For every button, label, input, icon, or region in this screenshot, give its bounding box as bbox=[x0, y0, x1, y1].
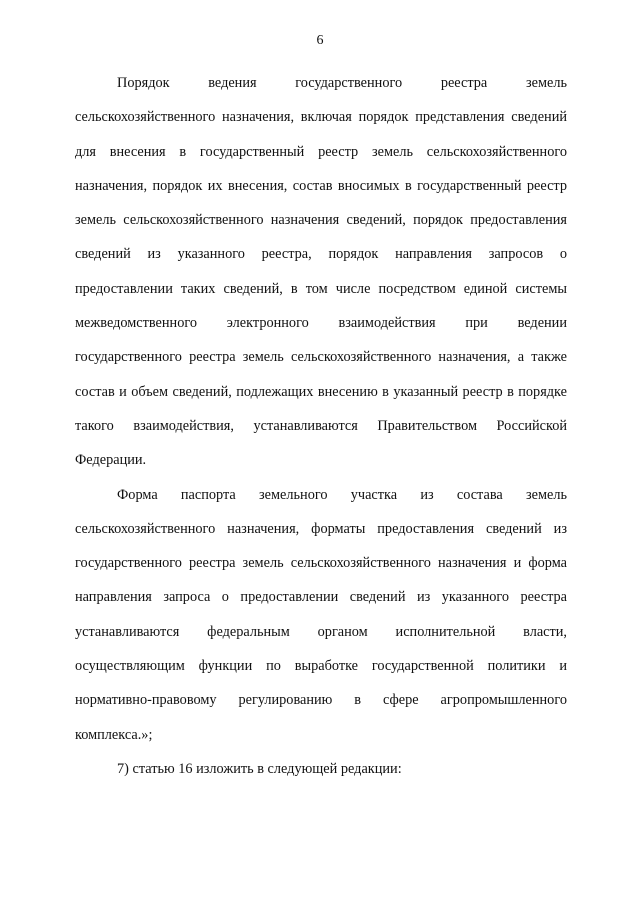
paragraph-article-16: 7) статью 16 изложить в следующей редакции: bbox=[117, 760, 402, 777]
paragraph-registry-procedure: Порядок ведения государственного реестра земель сельскохозяйственного назначения, включая порядок представления сведений для внесения в государственный реестр земель сельскохозяйственного назначения, порядок их внесения, состав вносимых в государственный реестр земель сельскохозяйственного назначения сведений, порядок предоставления сведений из указанного реестра, порядок направления запросов о предоставлении таких сведений, в том числе посредством единой системы межведомственного электронного взаимодействия при ведении государственного реестра земель сельскохозяйственного назначения, а также состав и объем сведений, подлежащих внесению в указанный реестр в порядке такого взаимодействия, устанавливаются Правительством Российской Федерации. bbox=[75, 75, 567, 469]
paragraph-passport-form: Форма паспорта земельного участка из состава земель сельскохозяйственного назначения, форматы предоставления сведений из государственного реестра земель сельскохозяйственного назначения и форма направления запроса о предоставлении сведений из указанного реестра устанавливаются федеральным органом исполнительной власти, осуществляющим функции по выработке государственной политики и нормативно-правовому регулированию в сфере агропромышленного комплекса.»; bbox=[75, 486, 567, 743]
document-body bbox=[75, 66, 567, 786]
page-number: 6 bbox=[316, 33, 324, 48]
